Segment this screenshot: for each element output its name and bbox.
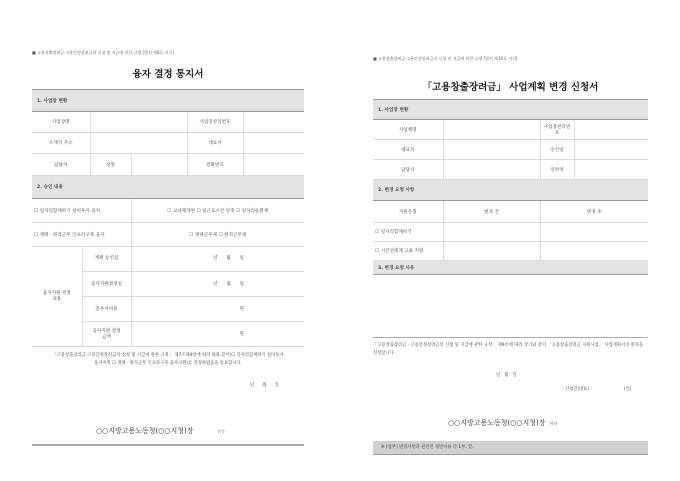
signer-name: ○○지방고용노동청(○○지청)장	[96, 427, 194, 435]
attachment-note: ※ [첨부] 변경사항과 관련된 제반서류 각 1부. 끝.	[373, 441, 648, 455]
field-label: 성명	[90, 154, 131, 176]
field-label: 담당자	[32, 154, 90, 176]
field-value[interactable]: 년 월 일	[131, 246, 304, 271]
field-value[interactable]: 년 월 일	[131, 271, 304, 296]
field-value[interactable]: 원	[131, 321, 304, 346]
field-value[interactable]	[443, 242, 540, 261]
divider	[32, 444, 304, 446]
field-label: 대표자	[373, 140, 443, 160]
field-value[interactable]	[574, 160, 648, 180]
checkbox-option[interactable]: ☐ 교대제개편 ☐ 실근로시간 단축 ☐ 일자리순환제	[131, 199, 304, 223]
request-text: 「고용창출장려금 · 고용안정장려금의 신청 및 지급에 관한 규정」 제9조에 따라 상기와 같이 「고용창출장려금 지원사업」 사업계획서의 변경을 신청합니다.	[373, 343, 644, 356]
form-header: ■ 고용창출장려금·고용안정장려금의 신청 및 지급에 관한 규정 [별지 제10호 서식]	[373, 56, 518, 61]
decision-table	[32, 246, 304, 347]
checkbox-option[interactable]: ☐ 일자리함께하기	[373, 223, 443, 242]
checkbox-option[interactable]: ☐ 재택 · 원격근무 인프라구축 융자	[32, 223, 131, 247]
page-title: 「고용창출장려금」 사업계획 변경 신청서	[422, 82, 599, 93]
field-label: 사업장관리번호	[187, 112, 243, 133]
page-title: 융자 결정 통지서	[132, 69, 204, 80]
column-header: 지원유형	[373, 201, 443, 223]
signer	[96, 426, 225, 436]
field-label: 융자지원결정일	[82, 271, 131, 296]
applicant-line	[565, 386, 631, 394]
date-line: 년 월 일	[250, 383, 279, 388]
signer	[448, 418, 557, 428]
field-value[interactable]	[243, 154, 304, 176]
field-value[interactable]	[443, 223, 540, 242]
workplace-table	[373, 99, 648, 338]
field-value[interactable]	[443, 140, 540, 160]
seal-mark: (인)	[623, 387, 632, 392]
field-label: 연락처	[540, 160, 574, 180]
seal-mark: (인)	[217, 429, 225, 434]
section-heading: 2. 변경 요청 사항	[373, 180, 648, 201]
section-heading: 1. 사업장 현황	[373, 100, 648, 120]
field-label: 융자지원 결정금액	[82, 321, 131, 346]
field-label: 계획 승인일	[82, 246, 131, 271]
column-header: 변경 후	[540, 201, 648, 223]
field-label: 대표자	[187, 133, 243, 154]
recipient-suffix: 귀하	[549, 421, 558, 426]
reason-field[interactable]	[373, 275, 648, 338]
field-value[interactable]	[243, 133, 304, 154]
field-value[interactable]	[243, 112, 304, 133]
decision-label: 융자지원 결정 내용	[32, 246, 82, 346]
date-line: 년 월 일	[496, 373, 517, 378]
field-label: 담당자	[373, 160, 443, 180]
checkbox-option[interactable]: ☐ 시간선택제 고용 지원	[373, 242, 443, 261]
form-header: ■ 고용창출장려금·고용안정장려금의 신청 및 지급에 관한 규정 [별지 제8호 서식]	[32, 50, 174, 55]
field-value[interactable]	[574, 120, 648, 140]
checkbox-option[interactable]: ☐ 일자리함께하기 설비투자 융자	[32, 199, 131, 223]
field-label: 전화번호	[187, 154, 243, 176]
field-value[interactable]	[90, 133, 187, 154]
field-value[interactable]	[131, 154, 187, 176]
field-value[interactable]	[90, 112, 187, 133]
field-label: 승인일	[540, 140, 574, 160]
section-heading: 3. 변경 요청 사유	[373, 261, 648, 275]
field-value[interactable]	[574, 140, 648, 160]
field-value[interactable]	[443, 120, 540, 140]
signer-name: ○○지방고용노동청(○○지청)장	[448, 419, 546, 427]
notice-text: 「고용창출장려금·고용안정장려금의 신청 및 지급에 관한 규정」 제7조제4항에 따라 위와 같이(☐ 일자리함께하기 설비투자 융자지원 ☐ 재택 · 원격근무 인프라구축 융자지원)를 결정하였음을 통보합니다.	[52, 353, 284, 366]
section-heading: 2. 승인 내용	[32, 176, 304, 199]
field-label: 사업장관리번호	[540, 120, 574, 140]
applicant-label: 신청인(대표) :	[565, 387, 592, 392]
field-label: 사업장명	[32, 112, 90, 133]
column-header: 변경 전	[443, 201, 540, 223]
workplace-table	[32, 89, 304, 247]
field-label: 소재지 주소	[32, 133, 90, 154]
section-heading: 1. 사업장 현황	[32, 90, 304, 112]
field-label: 사업체명	[373, 120, 443, 140]
checkbox-option[interactable]: ☐ 재택근무제 ☐ 원격근무제	[131, 223, 304, 247]
field-label: 총투자비용	[82, 296, 131, 321]
field-value[interactable]	[540, 242, 648, 261]
field-value[interactable]: 원	[131, 296, 304, 321]
field-value[interactable]	[443, 160, 540, 180]
field-value[interactable]	[540, 223, 648, 242]
